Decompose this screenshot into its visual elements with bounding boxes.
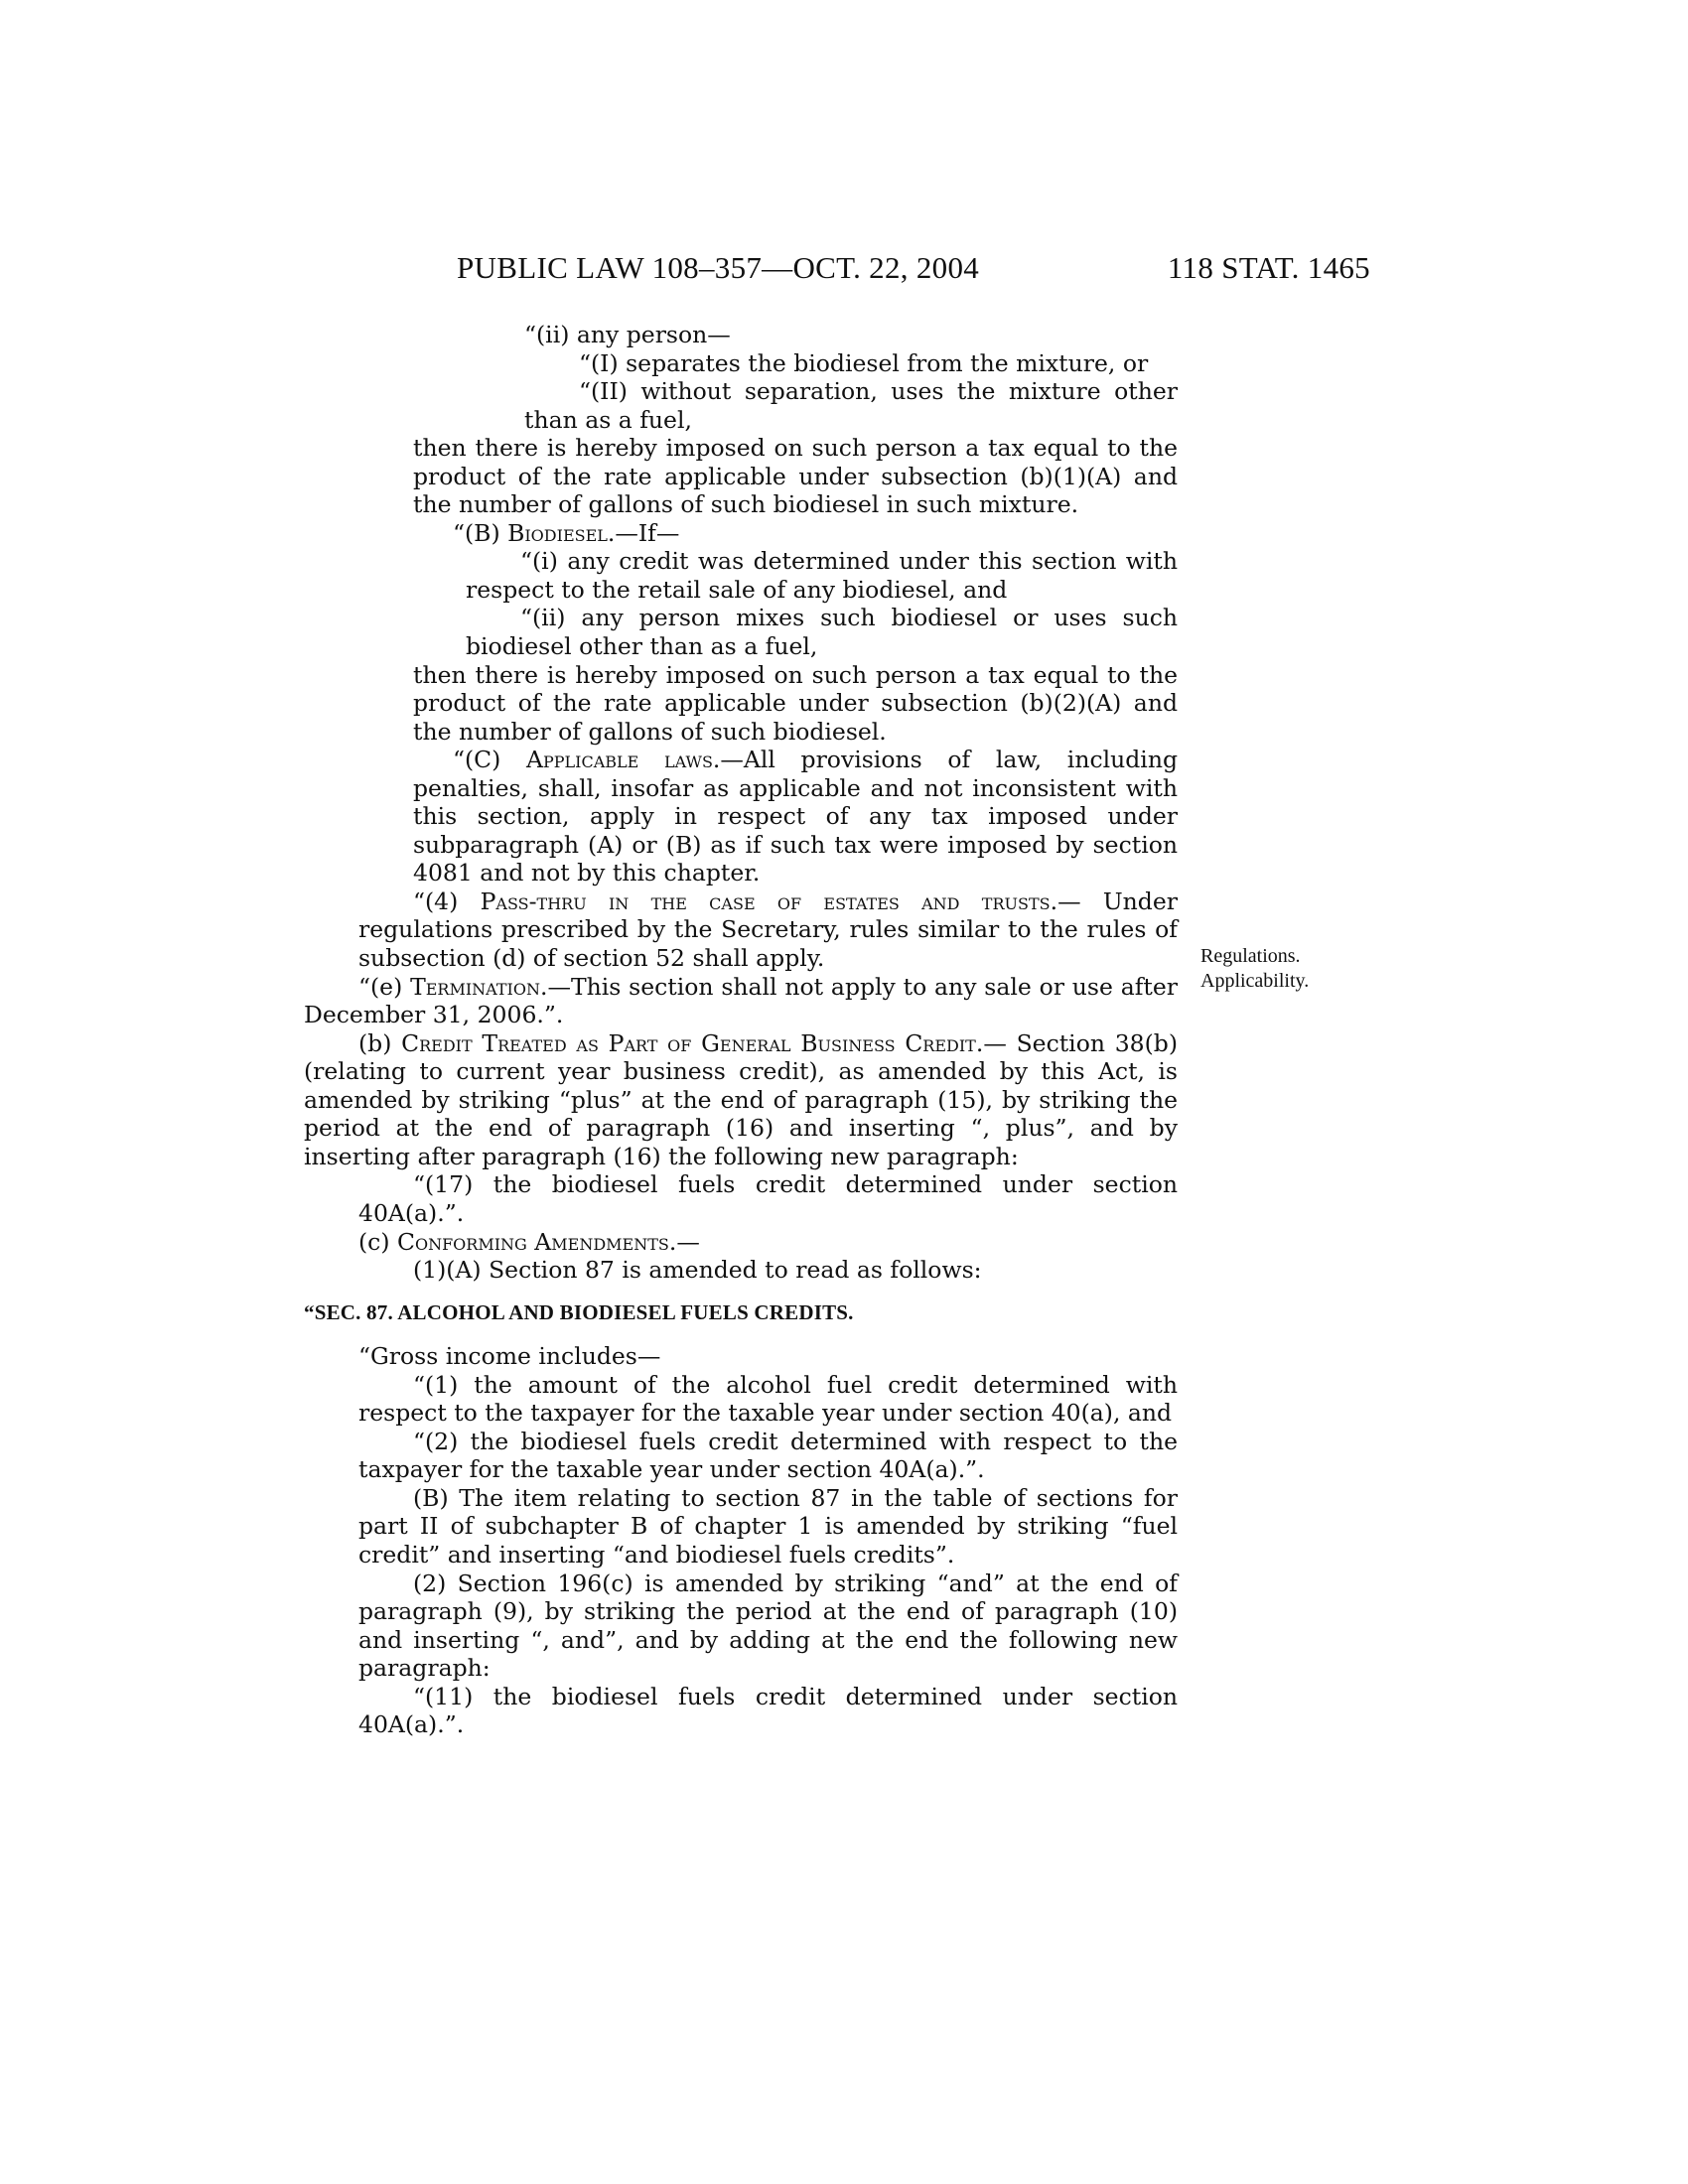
- paragraph-heading: Pass-thru in the case of estates and trusts: [480, 887, 1051, 915]
- subparagraph-heading: Biodiesel: [507, 518, 608, 547]
- subsection-heading: Credit Treated as Part of General Business Credit: [401, 1028, 976, 1057]
- subparagraph-heading: Applicable laws: [526, 746, 713, 774]
- paragraph: “(i) any credit was determined under this section with respect to the retail sale of any biodiesel, and: [466, 547, 1178, 604]
- paragraph: “(ii) any person mixes such biodiesel or uses such biodiesel other than as a fuel,: [466, 604, 1178, 661]
- statute-page-number: 118 STAT. 1465: [1167, 250, 1370, 285]
- paragraph: “(1) the amount of the alcohol fuel credit determined with respect to the taxpayer for the taxable year under section 40(a), and: [358, 1370, 1178, 1428]
- paragraph: then there is hereby imposed on such person a tax equal to the product of the rate applicable under subsection (b)(2)(A) and the number of gallons of such biodiesel.: [413, 660, 1178, 746]
- page-header: [457, 250, 1370, 286]
- public-law-citation: PUBLIC LAW 108–357—OCT. 22, 2004: [457, 250, 980, 285]
- paragraph: (b) Credit Treated as Part of General Business Credit.— Section 38(b) (relating to current year business credit), as amended by this Act, is amended by striking “plus” at the end of paragraph (15), by striking the period at the end of paragraph (16) and inserting “, plus”, and by inserting after paragraph (16) the following new paragraph:: [304, 1028, 1178, 1170]
- subsection-heading: Conforming Amendments: [396, 1227, 669, 1256]
- margin-note-regulations: Regulations.: [1200, 945, 1301, 967]
- paragraph: “(4) Pass-thru in the case of estates and trusts.— Under regulations prescribed by the Secretary, rules similar to the rules of subsection (d) of section 52 shall apply.: [358, 887, 1178, 973]
- paragraph: “(ii) any person—: [524, 321, 731, 348]
- paragraph: then there is hereby imposed on such person a tax equal to the product of the rate applicable under subsection (b)(1)(A) and the number of gallons of such biodiesel in such mixture.: [413, 434, 1178, 519]
- paragraph: (1)(A) Section 87 is amended to read as follows:: [413, 1256, 982, 1285]
- paragraph: “(e) Termination.—This section shall not apply to any sale or use after December 31, 2006.”.: [304, 972, 1178, 1029]
- margin-notes: [1200, 944, 1309, 994]
- paragraph: “(11) the biodiesel fuels credit determined under section 40A(a).”.: [358, 1682, 1178, 1739]
- section-heading: “SEC. 87. ALCOHOL AND BIODIESEL FUELS CREDITS.: [304, 1299, 854, 1324]
- paragraph: (2) Section 196(c) is amended by striking “and” at the end of paragraph (9), by striking the period at the end of paragraph (10) and inserting “, and”, and by adding at the end the following new paragraph:: [358, 1569, 1178, 1683]
- paragraph: “(17) the biodiesel fuels credit determined under section 40A(a).”.: [358, 1170, 1178, 1227]
- statute-body: [304, 321, 1178, 1739]
- margin-note-applicability: Applicability.: [1200, 970, 1310, 992]
- paragraph: “(B) Biodiesel.—If—: [453, 518, 680, 547]
- paragraph: “(I) separates the biodiesel from the mixture, or: [579, 348, 1149, 377]
- paragraph: “Gross income includes—: [358, 1342, 661, 1371]
- paragraph: (c) Conforming Amendments.—: [358, 1227, 700, 1256]
- paragraph: “(C) Applicable laws.—All provisions of law, including penalties, shall, insofar as applicable and not inconsistent with this section, apply in respect of any tax imposed under subparagraph (A) or (B) as if such tax were imposed by section 4081 and not by this chapter.: [413, 746, 1179, 887]
- subsection-heading: Termination: [410, 972, 540, 1001]
- paragraph: “(2) the biodiesel fuels credit determined with respect to the taxpayer for the taxable year under section 40A(a).”.: [358, 1427, 1178, 1484]
- paragraph: (B) The item relating to section 87 in the table of sections for part II of subchapter B of chapter 1 is amended by striking “fuel credit” and inserting “and biodiesel fuels credits”.: [358, 1483, 1178, 1569]
- paragraph: “(II) without separation, uses the mixture other than as a fuel,: [524, 377, 1178, 434]
